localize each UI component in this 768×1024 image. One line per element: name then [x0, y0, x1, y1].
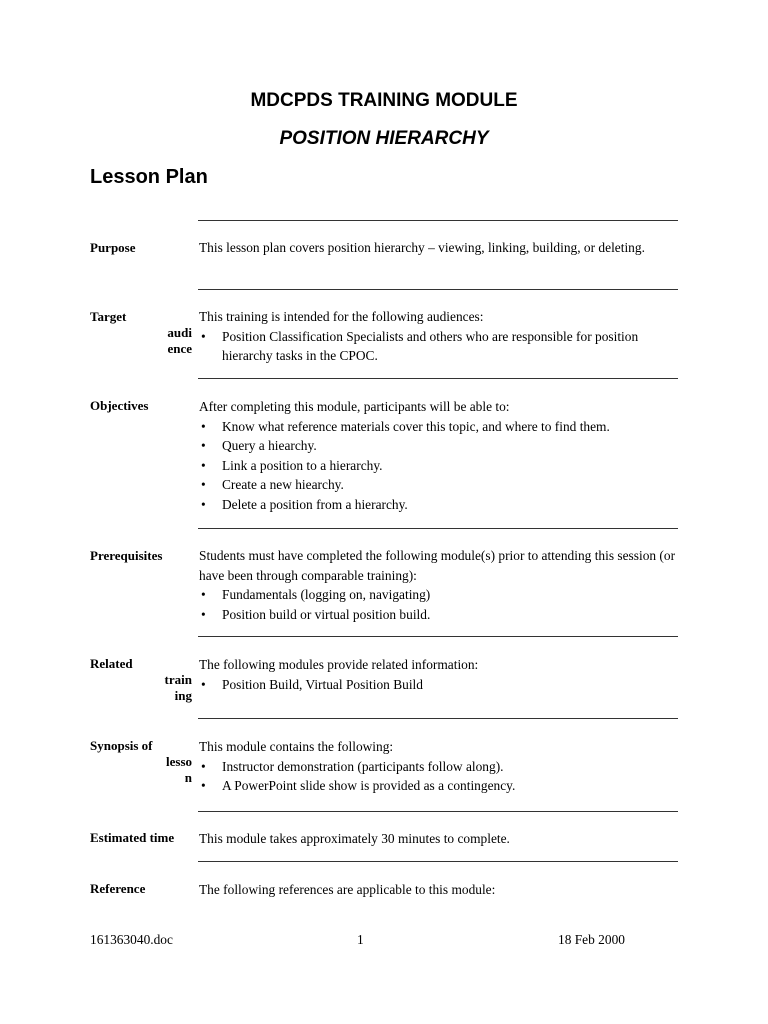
time-label-text: Estimated time: [90, 830, 175, 845]
objectives-content: [199, 397, 677, 514]
prerequisites-text: Students must have completed the following module(s) prior to attending this session (or have been through comparable training):: [199, 548, 676, 583]
divider: [198, 378, 678, 379]
reference-label: [90, 881, 192, 897]
footer-date: 18 Feb 2000: [558, 932, 625, 947]
related-label-fragment: train: [164, 672, 192, 687]
list-item: • Know what reference materials cover this topic, and where to find them.: [199, 417, 677, 437]
reference-label-text: Reference: [90, 881, 146, 896]
related-content: [199, 655, 677, 694]
document-subtitle: POSITION HIERARCHY: [279, 128, 489, 149]
prerequisites-bullets: [199, 585, 677, 624]
target-bullets: [199, 327, 677, 366]
synopsis-label-fragment: n: [184, 770, 192, 785]
objectives-label-text: Objectives: [90, 398, 149, 413]
divider: [198, 811, 678, 812]
list-item: • Position build or virtual position build.: [199, 605, 677, 625]
reference-content: [199, 880, 677, 900]
divider: [198, 861, 678, 862]
list-item: • Position Build, Virtual Position Build: [199, 675, 677, 695]
purpose-text: This lesson plan covers position hierarchy – viewing, linking, building, or deleting.: [199, 240, 645, 255]
target-content: [199, 307, 677, 366]
purpose-label-text: Purpose: [90, 240, 136, 255]
synopsis-label: [90, 738, 192, 786]
divider: [198, 528, 678, 529]
related-label-text: Related: [90, 656, 133, 671]
list-item: • Delete a position from a hierarchy.: [199, 495, 677, 515]
synopsis-text: This module contains the following:: [199, 739, 394, 754]
list-item: • A PowerPoint slide show is provided as a contingency.: [199, 776, 677, 796]
prerequisites-label: [90, 548, 192, 564]
list-item: • Query a hiearchy.: [199, 436, 677, 456]
objectives-label: [90, 398, 192, 414]
target-label-fragment: ence: [167, 341, 192, 356]
prerequisites-label-text: Prerequisites: [90, 548, 163, 563]
objectives-text: After completing this module, participants will be able to:: [199, 399, 510, 414]
related-text: The following modules provide related information:: [199, 657, 479, 672]
time-text: This module takes approximately 30 minutes to complete.: [199, 831, 510, 846]
related-bullets: [199, 675, 677, 695]
list-item: • Fundamentals (logging on, navigating): [199, 585, 677, 605]
divider: [198, 289, 678, 290]
related-label: [90, 656, 192, 704]
prerequisites-content: [199, 546, 677, 624]
target-text: This training is intended for the following audiences:: [199, 309, 484, 324]
time-label: [90, 830, 192, 846]
purpose-content: [199, 238, 677, 258]
divider: [198, 220, 678, 221]
synopsis-label-fragment: lesso: [166, 754, 192, 769]
related-label-fragment: ing: [174, 688, 192, 703]
time-content: [199, 829, 677, 849]
section-heading: Lesson Plan: [90, 166, 208, 188]
synopsis-bullets: [199, 757, 677, 796]
list-item: • Link a position to a hierarchy.: [199, 456, 677, 476]
target-label-text: Target: [90, 309, 127, 324]
synopsis-label-text: Synopsis of: [90, 738, 153, 753]
list-item: • Create a new hiearchy.: [199, 475, 677, 495]
reference-text: The following references are applicable to this module:: [199, 882, 496, 897]
list-item: • Position Classification Specialists and others who are responsible for position hierarchy tasks in the CPOC.: [199, 327, 677, 366]
divider: [198, 636, 678, 637]
target-label: [90, 309, 192, 357]
list-item: • Instructor demonstration (participants follow along).: [199, 757, 677, 777]
target-label-fragment: audi: [167, 325, 192, 340]
divider: [198, 718, 678, 719]
objectives-bullets: [199, 417, 677, 515]
document-title: MDCPDS TRAINING MODULE: [250, 90, 518, 111]
purpose-label: [90, 240, 192, 256]
footer-page-number: 1: [357, 932, 364, 947]
synopsis-content: [199, 737, 677, 796]
footer-filename: 161363040.doc: [90, 932, 173, 947]
